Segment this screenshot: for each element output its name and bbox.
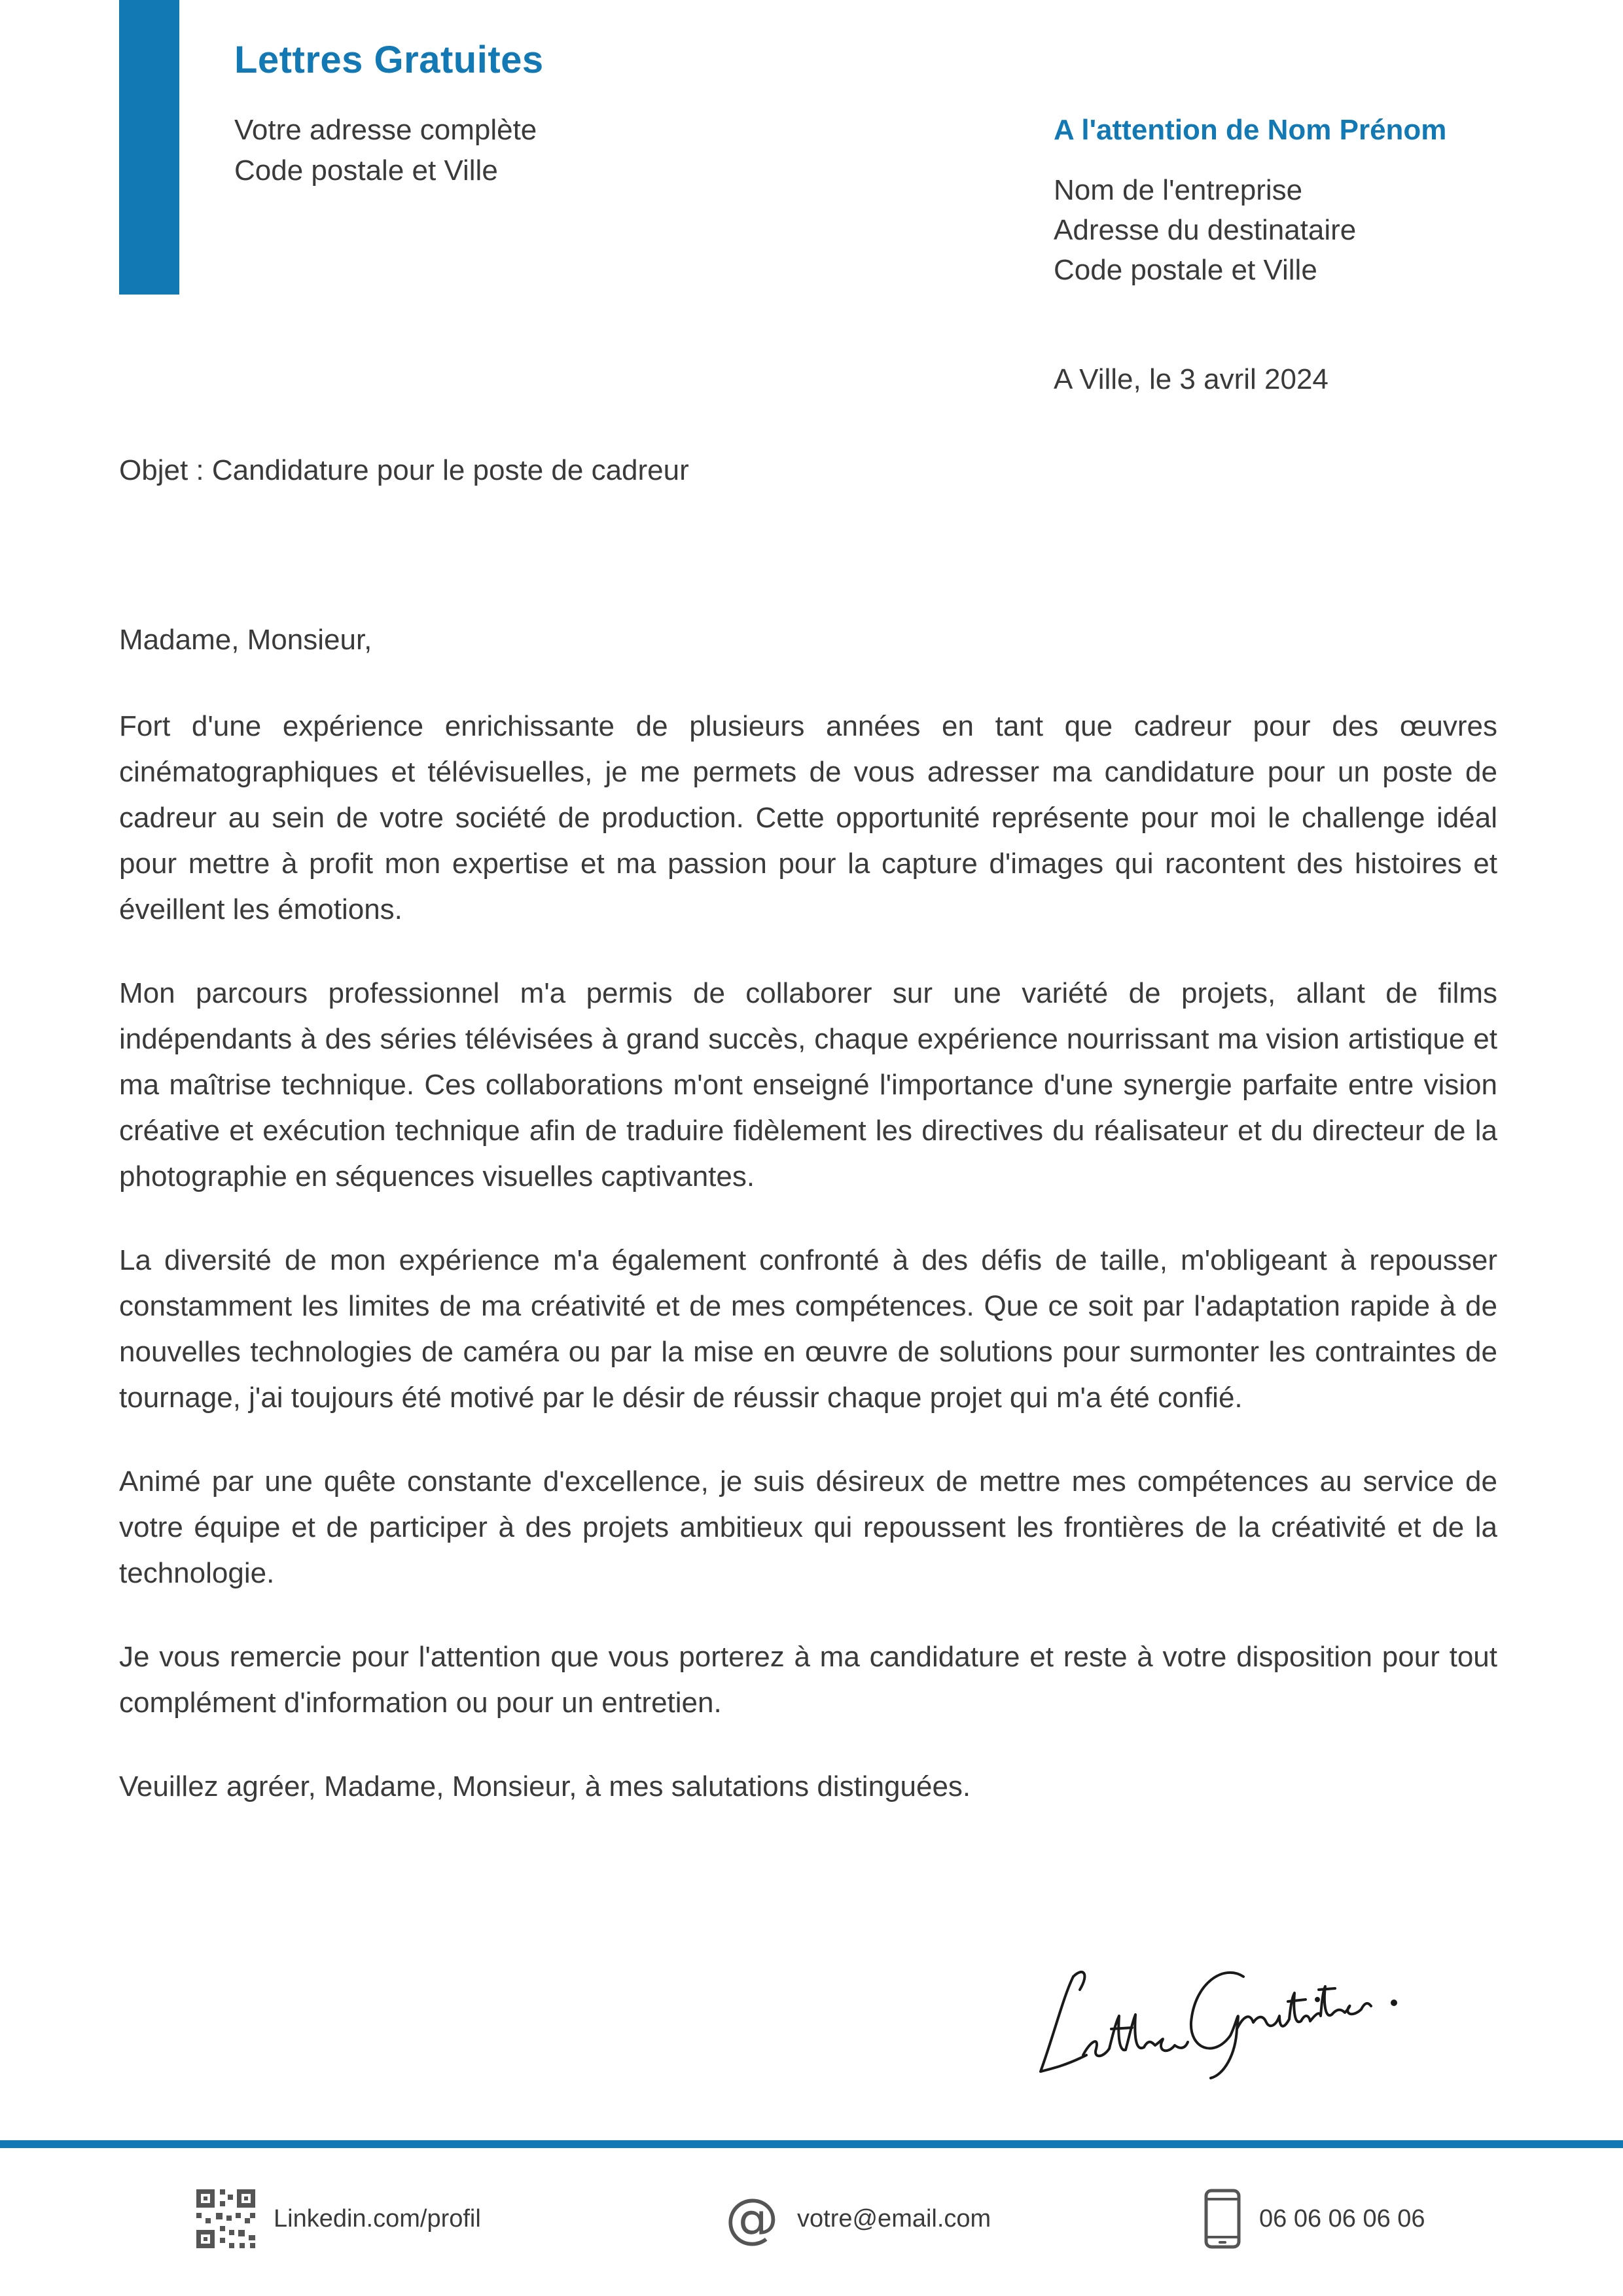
- letter-body: [119, 704, 1497, 1810]
- handwritten-signature: [1027, 1937, 1420, 2088]
- email-link[interactable]: votre@email.com: [797, 2204, 991, 2233]
- recipient-address-block: [1054, 170, 1356, 290]
- qr-code-icon: [196, 2189, 255, 2248]
- footer-divider: [0, 2140, 1623, 2148]
- sender-address-block: [234, 110, 537, 191]
- body-paragraph: La diversité de mon expérience m'a également confronté à des défis de taille, m'obligeant à repousser constamment les limites de ma créativité et de mes compétences. Que ce soit par l'adaptation rapide à de nouvelles technologies de caméra ou par la mise en œuvre de solutions pour surmonter les contraintes de tournage, j'ai toujours été motivé par le désir de réussir chaque projet qui m'a été confié.: [119, 1244, 1497, 1414]
- linkedin-link[interactable]: Linkedin.com/profil: [274, 2204, 481, 2233]
- letter-date: A Ville, le 3 avril 2024: [1054, 363, 1329, 395]
- smartphone-icon: [1204, 2189, 1241, 2249]
- letter-subject: Objet : Candidature pour le poste de cadreur: [119, 454, 689, 486]
- sender-name: Lettres Gratuites: [234, 39, 544, 81]
- sender-city-line: Code postale et Ville: [234, 154, 498, 187]
- body-paragraph: Je vous remercie pour l'attention que vous porterez à ma candidature et reste à votre disposition pour tout complément d'information ou pour un entretien.: [119, 1641, 1497, 1719]
- header-accent-bar: [119, 0, 179, 295]
- phone-number[interactable]: 06 06 06 06 06: [1259, 2204, 1425, 2233]
- at-sign-icon: @: [725, 2187, 779, 2250]
- sender-address-line: Votre adresse complète: [234, 114, 537, 146]
- recipient-company: Nom de l'entreprise: [1054, 174, 1303, 206]
- body-paragraph: Fort d'une expérience enrichissante de plusieurs années en tant que cadreur pour des œuvres cinématographiques et télévisuelles, je me permets de vous adresser ma candidature pour un poste de cadreur au sein de votre société de production. Cette opportunité représente pour moi le challenge idéal pour mettre à profit mon expertise et ma passion pour la capture d'images qui racontent des histoires et éveillent les émotions.: [119, 710, 1497, 925]
- footer-phone[interactable]: [1204, 2189, 1425, 2248]
- letter-closing: Veuillez agréer, Madame, Monsieur, à mes salutations distinguées.: [119, 1770, 971, 1803]
- footer-linkedin[interactable]: [196, 2189, 481, 2248]
- recipient-city: Code postale et Ville: [1054, 254, 1317, 286]
- body-paragraph: Animé par une quête constante d'excellence, je suis désireux de mettre mes compétences au service de votre équipe et de participer à des projets ambitieux qui repoussent les frontières de la créativité et de la technologie.: [119, 1465, 1497, 1589]
- recipient-address: Adresse du destinataire: [1054, 214, 1357, 246]
- letter-salutation: Madame, Monsieur,: [119, 624, 372, 656]
- footer-email[interactable]: [725, 2189, 991, 2248]
- body-paragraph: Mon parcours professionnel m'a permis de collaborer sur une variété de projets, allant de films indépendants à des séries télévisées à grand succès, chaque expérience nourrissant ma vision artistique et ma maîtrise technique. Ces collaborations m'ont enseigné l'importance d'une synergie parfaite entre vision créative et exécution technique afin de traduire fidèlement les directives du réalisateur et du directeur de la photographie en séquences visuelles captivantes.: [119, 977, 1497, 1193]
- recipient-attention: A l'attention de Nom Prénom: [1054, 114, 1447, 146]
